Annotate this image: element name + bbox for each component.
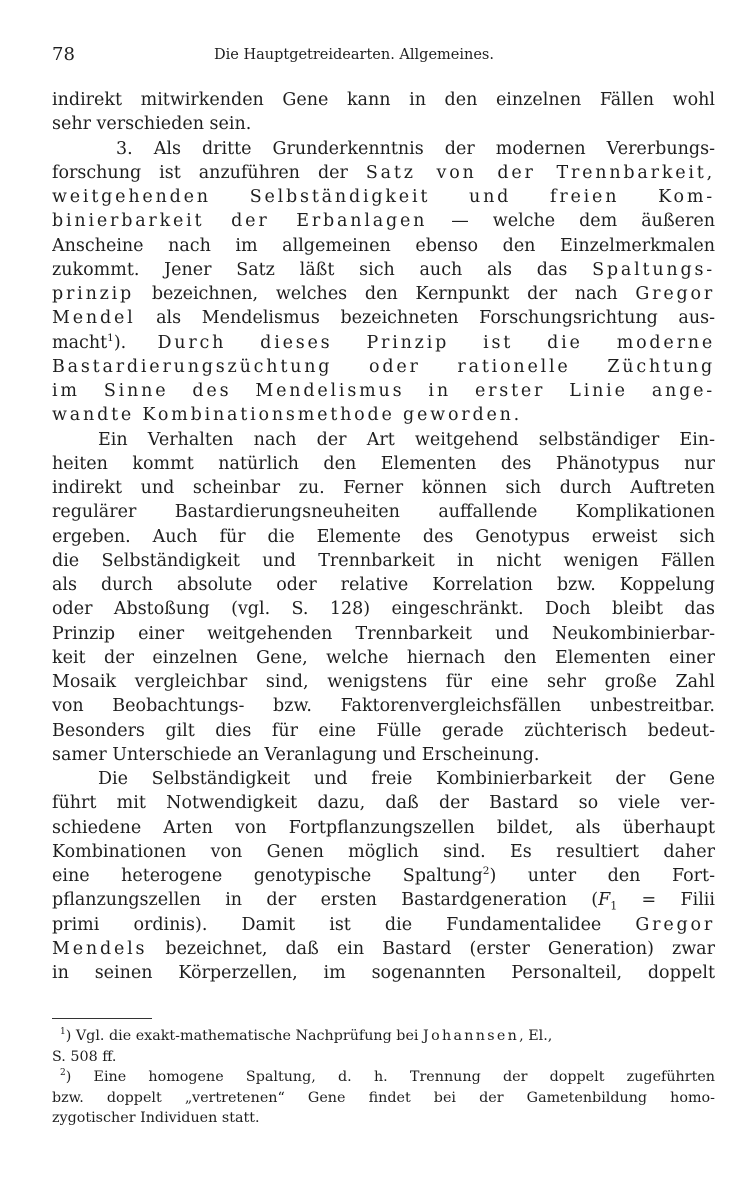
text-line: primi ordinis). Damit ist die Fundamentalidee Gregor	[52, 914, 715, 935]
footnote-1-cont: S. 508 ff.	[52, 1048, 117, 1065]
spaced-emphasis: Spaltungs-	[592, 259, 715, 280]
text-line: als durch absolute oder relative Korrelation bzw. Koppelung	[52, 575, 715, 595]
footnotes	[52, 1026, 715, 1129]
footnote-ref: 1	[107, 331, 114, 344]
text-line: macht$^1$). Durch dieses Prinzip ist die moderne	[52, 331, 715, 353]
spaced-emphasis: Satz von der Trennbarkeit,	[365, 162, 715, 183]
body-text	[52, 88, 715, 985]
footnote-mark: 2	[60, 1068, 66, 1079]
running-title: Die Hauptgetreidearten. Allgemeines.	[214, 47, 494, 63]
footnote-mark: 1	[60, 1027, 66, 1038]
text-line: eine heterogene genotypische Spaltung$^2$) unter den Fort-	[52, 865, 715, 886]
footnote-2-cont: bzw. doppelt „vertretenen“ Gene findet bei der Gametenbildung homo-	[52, 1089, 715, 1106]
text-line: prinzip bezeichnen, welches den Kernpunkt der nach Gregor	[52, 284, 715, 304]
text-line: 3. Als dritte Grunderkenntnis der modernen Vererbungs-	[116, 138, 715, 159]
footnote-ref: 2	[482, 865, 490, 878]
text-line: oder Abstoßung (vgl. S. 128) eingeschränkt. Doch bleibt das	[52, 599, 715, 620]
text-line: regulärer Bastardierungsneuheiten auffallende Komplikationen	[52, 502, 715, 523]
text-line: indirekt und scheinbar zu. Ferner können sich durch Auftreten	[52, 478, 715, 498]
text-line: indirekt mitwirkenden Gene kann in den einzelnen Fällen wohl	[52, 90, 715, 110]
spaced-name: Mendel	[52, 308, 136, 329]
footnote-rule	[52, 1018, 152, 1019]
spaced-name: Gregor	[635, 914, 715, 935]
text-line: Mendels bezeichnet, daß ein Bastard (erster Generation) zwar	[52, 938, 715, 959]
text-line: Kombinationen von Genen möglich sind. Es resultiert daher	[52, 841, 715, 862]
subscript: 1	[610, 899, 618, 913]
text-line: zukommt. Jener Satz läßt sich auch als das Spaltungs-	[52, 259, 715, 280]
symbol-f: F	[598, 890, 611, 911]
spaced-name: Gregor	[635, 284, 715, 304]
text-line: die Selbständigkeit und Trennbarkeit in nicht wenigen Fällen	[52, 550, 715, 571]
text-line: Besonders gilt dies für eine Fülle gerade züchterisch bedeut-	[52, 720, 715, 741]
text-line: in seinen Körperzellen, im sogenannten Personalteil, doppelt	[52, 963, 715, 983]
spaced-emphasis: Durch dieses Prinzip ist die moderne	[157, 332, 715, 353]
text-line: heiten kommt natürlich den Elementen des Phänotypus nur	[52, 453, 715, 474]
text-line: Ein Verhalten nach der Art weitgehend selbständiger Ein-	[98, 429, 715, 450]
text-line: Anscheine nach im allgemeinen ebenso den Einzelmerkmalen	[52, 235, 715, 256]
text-line: von Beobachtungs- bzw. Faktorenvergleichsfällen unbestreitbar.	[52, 696, 715, 717]
text-line: ergeben. Auch für die Elemente des Genotypus erweist sich	[52, 526, 715, 547]
text-line: Mendel als Mendelismus bezeichneten Forschungsrichtung aus-	[52, 308, 715, 329]
text-line: führt mit Notwendigkeit dazu, daß der Bastard so viele ver-	[52, 793, 715, 814]
text-line: wandte Kombinationsmethode geworden.	[52, 405, 523, 426]
text-line: weitgehenden Selbständigkeit und freien Kom-	[52, 187, 715, 207]
text-line: Mosaik vergleichbar sind, wenigstens für eine sehr große Zahl	[52, 672, 715, 692]
text-line: samer Unterschiede an Veranlagung und Erscheinung.	[52, 744, 540, 765]
text-line: forschung ist anzuführen der Satz von der Trennbarkeit,	[52, 162, 715, 183]
page-header	[52, 44, 698, 72]
text-line: schiedene Arten von Fortpflanzungszellen bildet, als überhaupt	[52, 817, 715, 838]
spaced-name: Mendels	[52, 938, 148, 959]
text-line: Die Selbständigkeit und freie Kombinierbarkeit der Gene	[98, 769, 715, 789]
spaced-emphasis: prinzip	[52, 284, 135, 304]
page-number: 78	[52, 44, 75, 65]
text-line: binierbarkeit der Erbanlagen — welche dem äußeren	[52, 211, 715, 232]
spaced-emphasis: binierbarkeit der Erbanlagen	[52, 211, 428, 232]
footnote-1: $^1$) Vgl. die exakt-mathematische Nachprüfung bei Johannsen, El.,	[60, 1027, 553, 1044]
text-line: pflanzungszellen in der ersten Bastardgeneration ($F_1$ = Filii	[52, 890, 715, 913]
text-line: keit der einzelnen Gene, welche hiernach den Elementen einer	[52, 647, 715, 668]
text-line: im Sinne des Mendelismus in erster Linie ange-	[52, 381, 715, 401]
spaced-name: Johannsen	[423, 1028, 520, 1044]
text-line: sehr verschieden sein.	[52, 114, 252, 135]
footnote-2-cont: zygotischer Individuen statt.	[52, 1110, 260, 1126]
text-line: Prinzip einer weitgehenden Trennbarkeit und Neukombinierbar-	[52, 623, 715, 644]
footnote-2: $^2$) Eine homogene Spaltung, d. h. Trennung der doppelt zugeführten	[60, 1068, 715, 1085]
text-line: Bastardierungszüchtung oder rationelle Züchtung	[52, 356, 715, 377]
